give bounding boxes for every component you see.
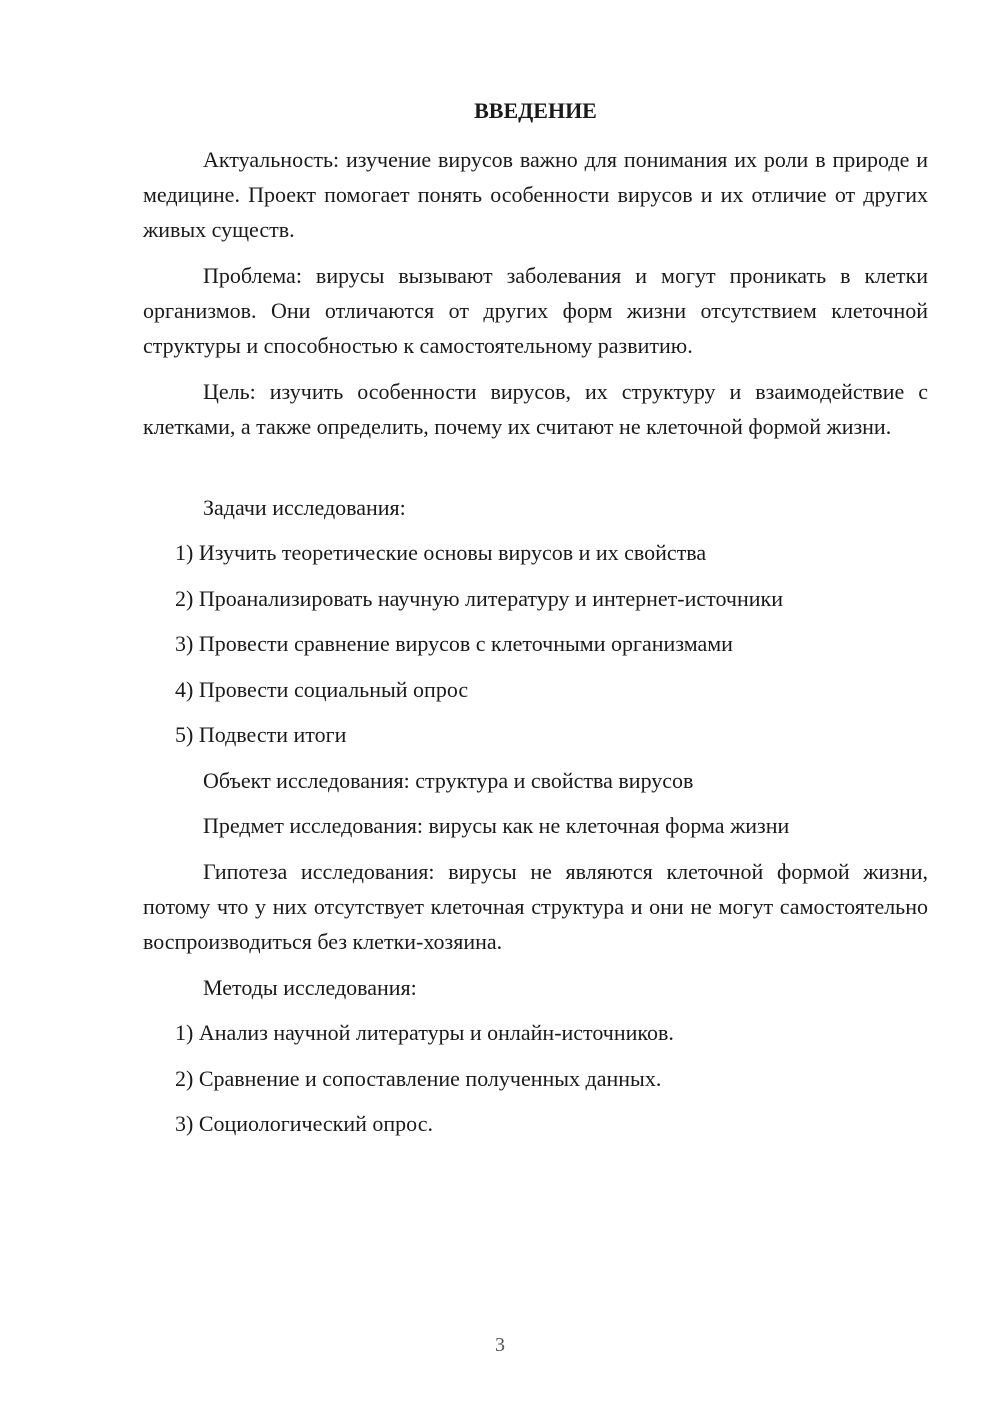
method-item: 3) Социологический опрос. bbox=[175, 1111, 433, 1136]
research-subject: Предмет исследования: вирусы как не клеточная форма жизни bbox=[203, 813, 790, 838]
task-item: 2) Проанализировать научную литературу и интернет-источники bbox=[175, 586, 783, 611]
hypothesis-paragraph: Гипотеза исследования: вирусы не являются клеточной формой жизни, потому что у них отсутствует клеточная структура и они не могут самостоятельно воспроизводиться без клетки-хозяина. bbox=[143, 859, 928, 954]
section-heading: ВВЕДЕНИЕ bbox=[474, 98, 597, 123]
problem-paragraph: Проблема: вирусы вызывают заболевания и могут проникать в клетки организмов. Они отличаются от других форм жизни отсутствием клеточной структуры и способностью к самостоятельному развитию. bbox=[143, 263, 928, 358]
task-item: 3) Провести сравнение вирусов с клеточными организмами bbox=[175, 631, 733, 656]
relevance-paragraph: Актуальность: изучение вирусов важно для понимания их роли в природе и медицине. Проект помогает понять особенности вирусов и их отличие от других живых существ. bbox=[143, 147, 928, 242]
research-object: Объект исследования: структура и свойства вирусов bbox=[203, 768, 694, 793]
tasks-heading: Задачи исследования: bbox=[203, 495, 406, 520]
task-item: 4) Провести социальный опрос bbox=[175, 677, 469, 702]
method-item: 2) Сравнение и сопоставление полученных данных. bbox=[175, 1066, 662, 1091]
goal-paragraph: Цель: изучить особенности вирусов, их структуру и взаимодействие с клетками, а также определить, почему их считают не клеточной формой жизни. bbox=[143, 379, 928, 439]
task-item: 5) Подвести итоги bbox=[175, 722, 347, 747]
methods-heading: Методы исследования: bbox=[203, 975, 417, 1000]
task-item: 1) Изучить теоретические основы вирусов и их свойства bbox=[175, 540, 707, 565]
page-number: 3 bbox=[495, 1334, 505, 1356]
method-item: 1) Анализ научной литературы и онлайн-источников. bbox=[175, 1020, 674, 1045]
